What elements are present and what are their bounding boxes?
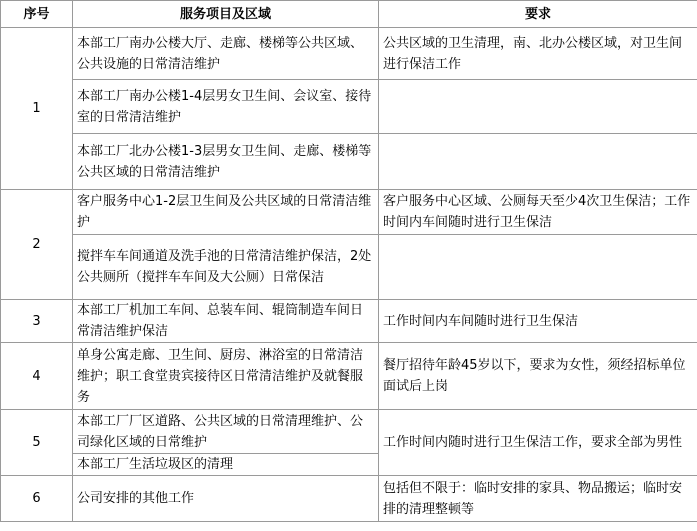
header-seq: 序号 [1,1,73,28]
table-row [1,410,697,454]
service-cell: 本部工厂南办公楼大厅、走廊、楼梯等公共区域、公共设施的日常清洁维护 [73,28,379,80]
service-cell: 本部工厂南办公楼1-4层男女卫生间、会议室、接待室的日常清洁维护 [73,80,379,134]
requirement-cell: 工作时间内随时进行卫生保洁工作，要求全部为男性 [379,410,697,476]
service-cell: 单身公寓走廊、卫生间、厨房、淋浴室的日常清洁维护；职工食堂贵宾接待区日常清洁维护及就餐服务 [73,343,379,410]
seq-cell: 5 [1,410,73,476]
table-row [1,80,697,134]
requirement-cell: 工作时间内车间随时进行卫生保洁 [379,300,697,343]
table-row [1,190,697,235]
table-row [1,134,697,190]
seq-cell: 4 [1,343,73,410]
service-cell: 搅拌车车间通道及洗手池的日常清洁维护保洁，2处公共厕所（搅拌车车间及大公厕）日常保洁 [73,235,379,300]
requirement-cell [379,235,697,300]
service-cell: 本部工厂北办公楼1-3层男女卫生间、走廊、楼梯等公共区域的日常清洁维护 [73,134,379,190]
service-cell: 客户服务中心1-2层卫生间及公共区域的日常清洁维护 [73,190,379,235]
seq-cell: 3 [1,300,73,343]
requirement-cell [379,134,697,190]
requirement-cell: 包括但不限于：临时安排的家具、物品搬运；临时安排的清理整顿等 [379,476,697,522]
requirement-cell: 客户服务中心区域、公厕每天至少4次卫生保洁；工作时间内车间随时进行卫生保洁 [379,190,697,235]
seq-cell: 1 [1,28,73,190]
service-cell: 本部工厂厂区道路、公共区域的日常清理维护、公司绿化区域的日常维护 [73,410,379,454]
service-cell: 本部工厂生活垃圾区的清理 [73,454,379,476]
seq-cell: 6 [1,476,73,522]
header-row [1,1,697,28]
requirement-cell: 公共区域的卫生清理，南、北办公楼区域，对卫生间进行保洁工作 [379,28,697,80]
requirement-cell [379,80,697,134]
table-row [1,343,697,410]
header-requirement: 要求 [379,1,697,28]
header-service: 服务项目及区域 [73,1,379,28]
seq-cell: 2 [1,190,73,300]
service-cell: 本部工厂机加工车间、总装车间、辊筒制造车间日常清洁维护保洁 [73,300,379,343]
table-row [1,300,697,343]
table-row [1,235,697,300]
table-row [1,28,697,80]
table-row [1,476,697,522]
requirement-cell: 餐厅招待年龄45岁以下，要求为女性，须经招标单位面试后上岗 [379,343,697,410]
service-cell: 公司安排的其他工作 [73,476,379,522]
